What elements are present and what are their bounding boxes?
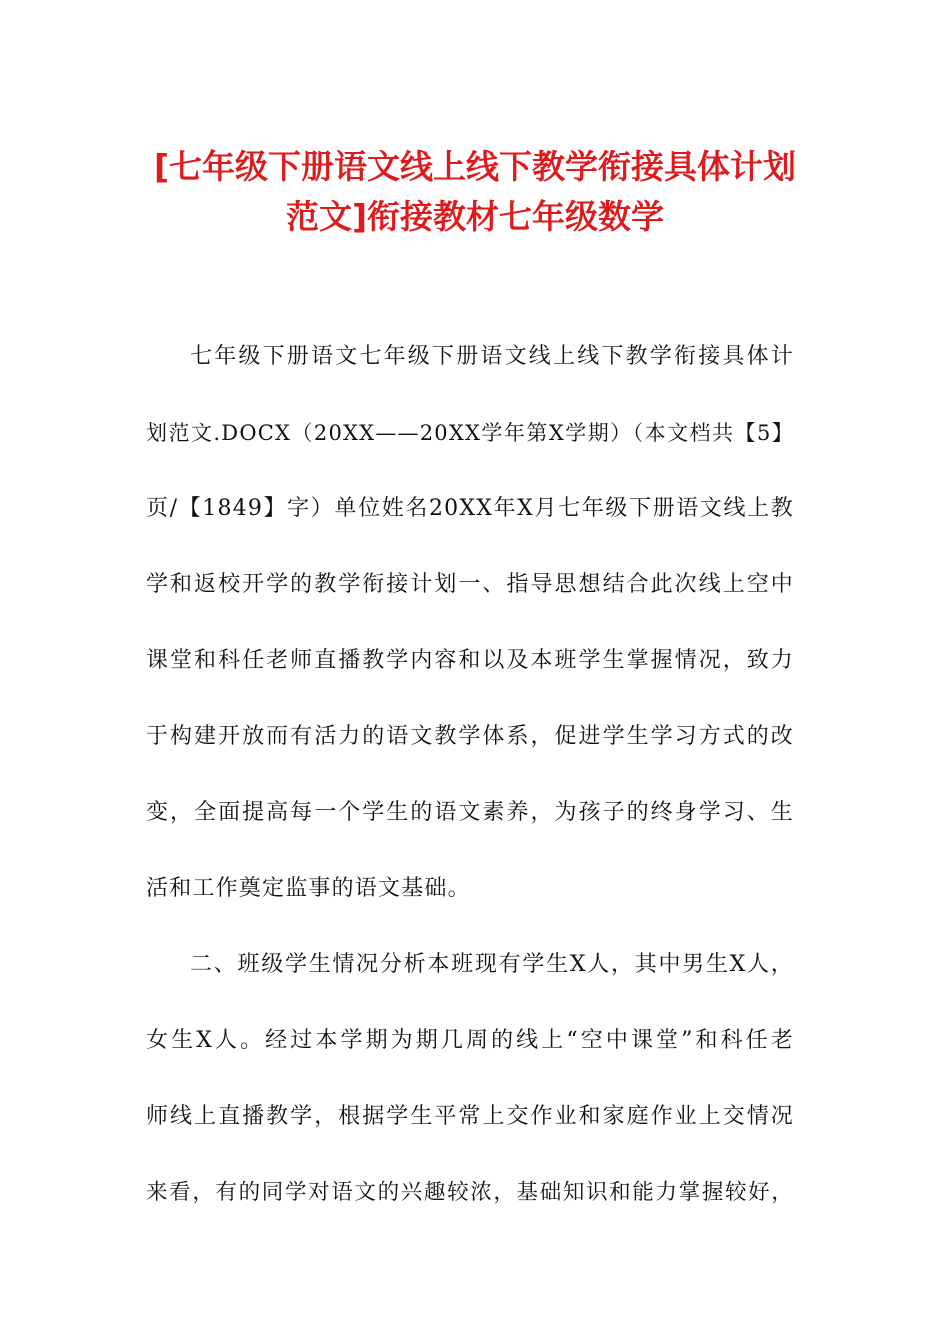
document-title	[130, 142, 820, 242]
paragraph-1	[146, 319, 794, 927]
text-line: 于构建开放而有活力的语文教学体系，促进学生学习方式的改	[146, 724, 794, 749]
title-line-1: [七年级下册语文线上线下教学衔接具体计划	[153, 147, 797, 186]
paragraph-2	[146, 927, 794, 1231]
text-line: 师线上直播教学，根据学生平常上交作业和家庭作业上交情况	[146, 1104, 794, 1129]
text-line: 页/【1849】字）单位姓名20XX年X月七年级下册语文线上教	[146, 496, 794, 521]
text-line: 划范文.DOCX（20XX——20XX学年第X学期）（本文档共【5】	[146, 421, 794, 445]
text-line: 学和返校开学的教学衔接计划一、指导思想结合此次线上空中	[146, 572, 794, 597]
text-line: 七年级下册语文七年级下册语文线上线下教学衔接具体计	[190, 344, 794, 369]
text-line: 来看，有的同学对语文的兴趣较浓，基础知识和能力掌握较好，	[146, 1180, 794, 1205]
document-body	[146, 319, 794, 1231]
text-line: 变，全面提高每一个学生的语文素养，为孩子的终身学习、生	[146, 800, 794, 825]
text-line: 课堂和科任老师直播教学内容和以及本班学生掌握情况，致力	[146, 648, 794, 673]
title-line-2: 范文]衔接教材七年级数学	[285, 197, 665, 236]
text-line: 二、班级学生情况分析本班现有学生X人，其中男生X人，	[190, 952, 794, 977]
text-line: 女生X人。经过本学期为期几周的线上“空中课堂”和科任老	[146, 1028, 794, 1053]
text-line: 活和工作奠定监事的语文基础。	[146, 876, 471, 901]
